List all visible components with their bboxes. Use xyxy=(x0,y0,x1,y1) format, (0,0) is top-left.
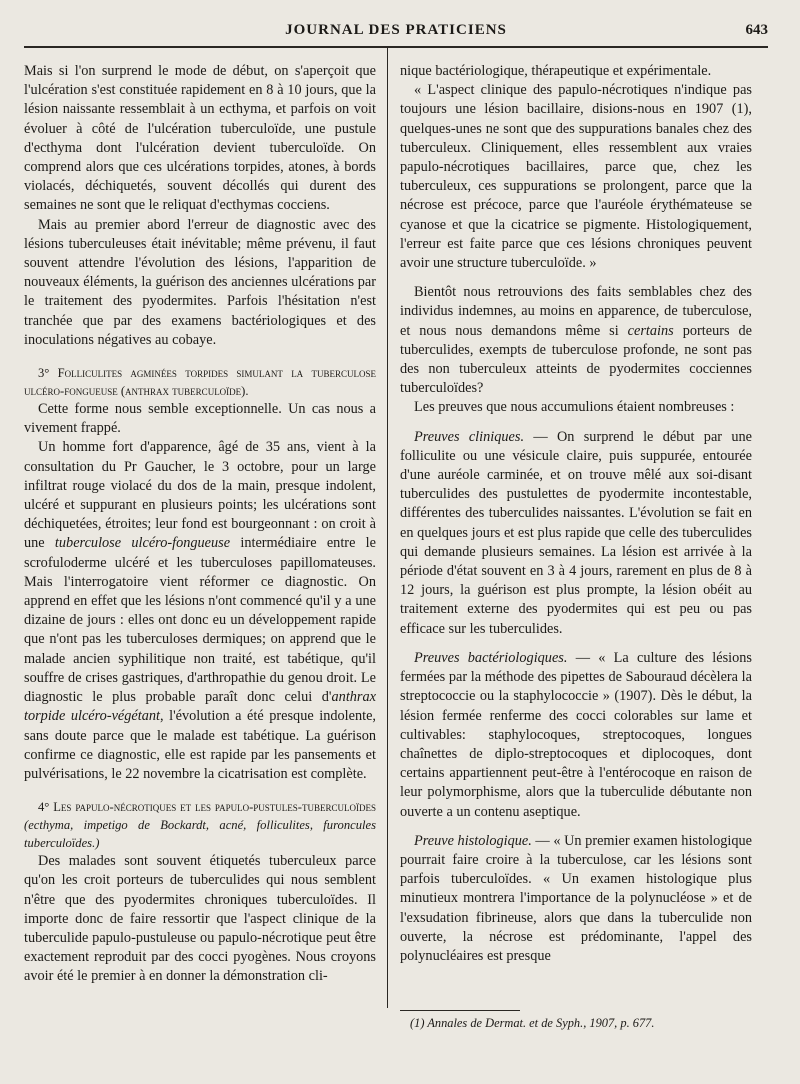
header-rule xyxy=(24,46,768,48)
paragraph: Des malades sont souvent étiquetés tuberculeux parce qu'on les croit porteurs de tuberculides qui nous semblent n'être que des pyodermites chroniques tuberculoïdes. Il importe donc de faire ressortir que l'aspect clinique de la tuberculide papulo-pustuleuse ou papulo-nécrotique peut être exactement reproduit par des cocci pyogènes. Nous croyons avoir été le premier à en donner la démonstration cli- xyxy=(24,853,376,985)
paragraph: nique bactériologique, thérapeutique et expérimentale. xyxy=(400,63,712,79)
text: Un homme fort d'apparence, âgé de 35 ans, vient à la consultation du Pr Gaucher, le 3 octobre, pour un large infiltrat rouge violacé du dos de la main, presque indolent, ulcéré et suppurant en plusieurs points; les ulcérations sont déchiquetées, étroites; leur fond est bourgeonnant : on croit à une xyxy=(24,439,376,552)
paragraph xyxy=(400,649,752,822)
section-heading xyxy=(24,798,376,852)
paragraph: « L'aspect clinique des papulo-nécrotiques n'indique pas toujours une lésion bacillaire, disions-nous en 1907 (1), quelques-unes ne sont que des suppurations banales chez des tuberculeux. Cliniquement, elles ressemblent aux vraies papulo-nécrotiques bacillaires, parce que, chez les tuberculeux, ces suppurations se prolongent, parce que la nécrose est précoce, parce que l'auréole érythémateuse se cyanose et que la cicatrice se pigmente. Histologiquement, l'erreur est faite parce que ces lésions chroniques peuvent avoir une structure tuberculoïde. » xyxy=(400,82,752,272)
paragraph: Mais si l'on surprend le mode de début, on s'aperçoit que l'ulcération s'est constituée rapidement en 8 à 10 jours, que la lésion naissante ressemblait à un ecthyma, et parfois on voit évoluer à côté de l'ulcération tuberculoïde, une pustule d'ecthyma dont l'ulcération devient tuberculoïde. On comprend alors que ces ulcérations torpides, atones, à bords violacés, déchiquetés, souvent décollés qui durent des semaines ne sont que le reliquat d'ecthymas cocciens. xyxy=(24,63,376,214)
italic-text: tuberculose ulcéro-fongueuse xyxy=(54,535,231,552)
text: porteurs de tuberculides, exempts de tuberculose profonde, ne sont pas des non tuberculeux atteints de pyodermites cocciennes tuberculoïdes? xyxy=(400,322,752,397)
subheading: Preuves cliniques. xyxy=(414,428,525,445)
page-number: 643 xyxy=(745,22,768,38)
paragraph xyxy=(400,283,752,398)
text: intermédiaire entre le scrofuloderme ulcéré et les tuberculoses papillomateuses. Mais l'interrogatoire vient réformer ce diagnostic. On apprend en effet que les lésions n'ont commencé qu'il y a une dizaine de jours : elles ont donc eu un développement rapide que n'ont pas les tuberculoses dermiques; on apprend que le malade ancien syphilitique non traité, est tabétique, qu'il souffre de crises gastriques, d'arthropathie du genou droit. Le diagnostic le plus probable paraît donc celui d' xyxy=(24,535,376,706)
paragraph xyxy=(400,832,752,966)
subheading: Preuves bactériologiques. xyxy=(414,649,568,666)
paragraph: Les preuves que nous accumulions étaient nombreuses : xyxy=(414,399,735,416)
italic-text: (ecthyma, impetigo de Bockardt, acné, folliculites, furoncules tuberculoïdes.) xyxy=(24,818,376,851)
italic-text: certains xyxy=(627,322,674,339)
page-header xyxy=(24,22,768,44)
section-heading: 3° Folliculites agminées torpides simulant la tuberculose ulcéro-fongueuse (anthrax tuberculoïde). xyxy=(24,366,376,399)
paragraph xyxy=(24,438,376,784)
paragraph: Mais au premier abord l'erreur de diagnostic avec des lésions tuberculeuses était inévitable; même prévenu, il faut souvent attendre l'évolution des lésions, l'apparition de nouveaux éléments, la guérison des anciennes ulcérations par le traitement des pyodermites. Parfois l'hésitation n'est tranchée que par des examens bactériologiques et des inoculations négatives au cobaye. xyxy=(24,216,376,348)
column-divider xyxy=(387,48,388,1008)
text: — On surprend le début par une folliculite ou une vésicule claire, puis suppurée, entourée d'une auréole carminée, et on trouve mêlé aux soi-disant tuberculides des pustulettes de pyodermite incontestable, différentes des tuberculides naissantes. L'évolution se fait en en quelques jours et est plus rapide que celle des tuberculides qui demande plusieurs semaines. La lésion est arrivée à la période d'état souvent en 3 à 4 jours, rarement en plus de 8 à 12 jours, la guérison est plus prompte, la lésion obéit au traitement externe des pyodermites qui est peu ou pas efficace sur les tuberculides. xyxy=(400,428,753,637)
italic-text: anthrax torpide ulcéro-végétant xyxy=(24,689,376,725)
subheading: Preuve histologique. xyxy=(414,832,532,849)
paragraph: Cette forme nous semble exceptionnelle. Un cas nous a vivement frappé. xyxy=(24,401,376,437)
heading-text: 4° Les papulo-nécrotiques et les papulo-pustules-tuberculoïdes xyxy=(38,800,376,815)
left-column xyxy=(24,62,376,987)
footnote: (1) Annales de Dermat. et de Syph., 1907, p. 677. xyxy=(410,1016,655,1030)
running-head: JOURNAL DES PRATICIENS xyxy=(285,22,507,38)
footnote-rule xyxy=(400,1010,520,1011)
right-column xyxy=(400,62,752,966)
text: — « Un premier examen histologique pourrait faire croire à la tuberculose, car les lésions sont parfois tuberculoïdes. « Un examen histologique plus minutieux montrera l'importance de la polynucléose » et de l'exsudation fibrineuse, alors que dans la tuberculide non ouverte, la nécrose est prédominante, l'appel des polynucléaires est presque xyxy=(400,832,752,964)
text: Bientôt nous retrouvions des faits semblables chez des individus indemnes, au moins en apparence, de tuberculose, et nous nous demandons même si xyxy=(400,284,752,339)
text: , l'évolution a été presque indolente, sans doute parce que le malade est tabétique. La guérison confirme ce diagnostic, elle est rapide par les pansements et pulvérisations, le 22 novembre la cicatrisation est complète. xyxy=(24,708,376,782)
paragraph xyxy=(400,428,752,639)
text: — « La culture des lésions fermées par la méthode des pipettes de Sabouraud décèlera la streptococcie ou la staphylococcie » (1907). Dès le début, la lésion fermée renferme des cocci colorables sur lame et cultivables: staphylocoques, streptocoques, longues chaînettes de diplo-streptocoques et diplocoques, dont certains appartiennent peut-être à l'entérocoque en raison de leur polymorphisme, alors que la tuberculide débutante non ouverte a un contenu aseptique. xyxy=(400,649,752,820)
